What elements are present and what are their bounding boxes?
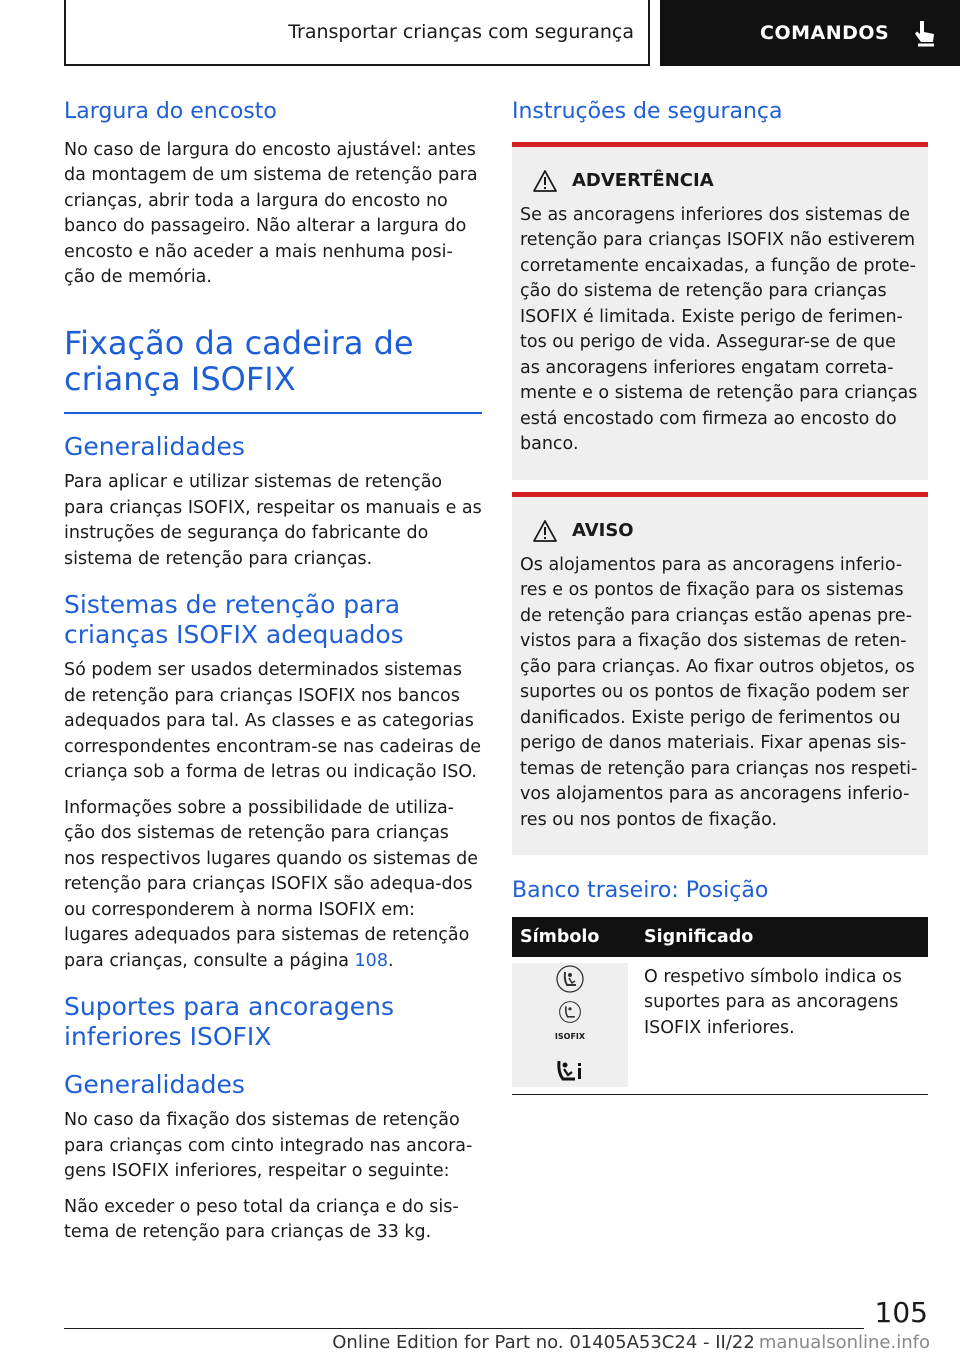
pointing-hand-icon <box>909 18 939 48</box>
notice-title: AVISO <box>572 520 634 541</box>
table-header-row <box>512 917 928 957</box>
header-section-tab <box>64 0 650 66</box>
heading-suportes-isofix: Suportes para ancoragens inferiores ISOFIX <box>64 992 394 1052</box>
header-chapter-title: COMANDOS <box>760 22 890 44</box>
header-section-title: Transportar crianças com segurança <box>288 21 634 43</box>
warning-triangle-icon <box>532 519 558 543</box>
paragraph-generalidades-2b: Não exceder o peso total da criança e do sis-tema de retenção para crianças de 33 kg. <box>64 1196 459 1243</box>
warning-title: ADVERTÊNCIA <box>572 170 714 191</box>
heading-largura-encosto: Largura do encosto <box>64 99 277 124</box>
warning-triangle-icon <box>532 169 558 193</box>
paragraph-sistemas-1: Só podem ser usados determinados sistemas de retenção para crianças ISOFIX nos bancos adequados para tal. As classes e as categorias correspondentes encontram-se nas cadeiras de criança sob a forma de letras ou indicação ISO. <box>64 660 482 783</box>
heading-generalidades-1: Generalidades <box>64 432 245 462</box>
footer-watermark: manualsonline.info <box>758 1332 930 1353</box>
footer-text <box>300 1332 930 1353</box>
page-number: 105 <box>874 1296 928 1329</box>
symbol-table <box>512 917 928 1093</box>
right-column <box>512 98 928 1093</box>
heading-banco-traseiro: Banco traseiro: Posição <box>512 878 769 903</box>
isofix-label: ISOFIX <box>554 1031 586 1041</box>
paragraph-sistemas-2-text: Informações sobre a possibilidade de utiliza-ção dos sistemas de retenção para crianças nos respectivos lugares quando os sistemas de retenção para crianças ISOFIX são adequa-dos ou corresponderem à norma ISOFIX em: lugares adequados para sistemas de retenção para crianças, consulte a página <box>64 797 479 971</box>
warning-box <box>512 142 928 480</box>
isofix-seat-small-icon <box>558 1000 582 1024</box>
paragraph-largura-encosto: No caso de largura do encosto ajustável: antes da montagem de um sistema de retenção para crianças, abrir toda a largura do encosto no banco do passageiro. Não alterar a largura do encosto e não aceder a mais nenhuma posi-ção de memória. <box>64 139 478 287</box>
isofix-symbols <box>512 963 628 1087</box>
header-chapter-tab <box>660 0 960 66</box>
footer-rule <box>64 1328 864 1329</box>
heading-generalidades-2: Generalidades <box>64 1070 245 1100</box>
paragraph-generalidades-2a: No caso da fixação dos sistemas de retenção para crianças com cinto integrado nas ancora-gens ISOFIX inferiores, respeitar o seguinte: <box>64 1110 473 1182</box>
warning-text: Se as ancoragens inferiores dos sistemas de retenção para crianças ISOFIX não estiverem corretamente encaixadas, a função de prote-ção do sistema de retenção para crianças ISOFIX é limitada. Existe perigo de ferimen-tos ou perigo de vida. Assegurar-se de que as ancoragens inferiores engatam correta-mente e o sistema de retenção para crianças está encostado com firmeza ao encosto do banco. <box>520 204 918 454</box>
paragraph-sistemas-2-end: . <box>387 950 394 971</box>
isofix-labeled-symbol <box>555 1000 585 1050</box>
page-reference-link[interactable]: 108 <box>354 950 388 971</box>
notice-box <box>512 492 928 856</box>
table-cell-meaning: O respetivo símbolo indica os suportes para as ancoragens ISOFIX inferiores. <box>644 966 902 1038</box>
paragraph-generalidades-1: Para aplicar e utilizar sistemas de retenção para crianças ISOFIX, respeitar os manuais e as instruções de segurança do fabricante do sistema de retenção para crianças. <box>64 472 482 569</box>
notice-text: Os alojamentos para as ancoragens inferio-res e os pontos de fixação para os sistemas de retenção para crianças estão apenas pre-vistos para a fixação dos sistemas de reten-ção para crianças. Ao fixar outros objetos, os suportes ou os pontos de fixação podem ser danificados. Existe perigo de ferimentos ou perigo de danos materiais. Fixar apenas sis-temas de retenção para crianças nos respeti-vos alojamentos para as ancoragens inferio-res ou nos pontos de fixação. <box>520 554 918 830</box>
heading-instrucoes-seguranca: Instruções de segurança <box>512 99 783 124</box>
isofix-seat-circle-icon <box>555 964 585 994</box>
table-header-symbol: Símbolo <box>512 917 636 957</box>
warning-header <box>520 169 920 193</box>
table-cell-symbols <box>512 957 636 1093</box>
isofix-seat-info-icon <box>555 1055 585 1085</box>
left-column <box>64 98 482 1256</box>
table-row <box>512 957 928 1093</box>
footer-edition: Online Edition for Part no. 01405A53C24 - II/22 <box>332 1332 755 1353</box>
heading-fixacao-isofix: Fixação da cadeira de criança ISOFIX <box>64 325 482 415</box>
heading-sistemas-adequados: Sistemas de retenção para crianças ISOFIX adequados <box>64 590 404 650</box>
section-end-rule <box>512 1094 928 1095</box>
paragraph-sistemas-2 <box>64 796 482 975</box>
notice-header <box>520 519 920 543</box>
table-header-meaning: Significado <box>636 917 928 957</box>
